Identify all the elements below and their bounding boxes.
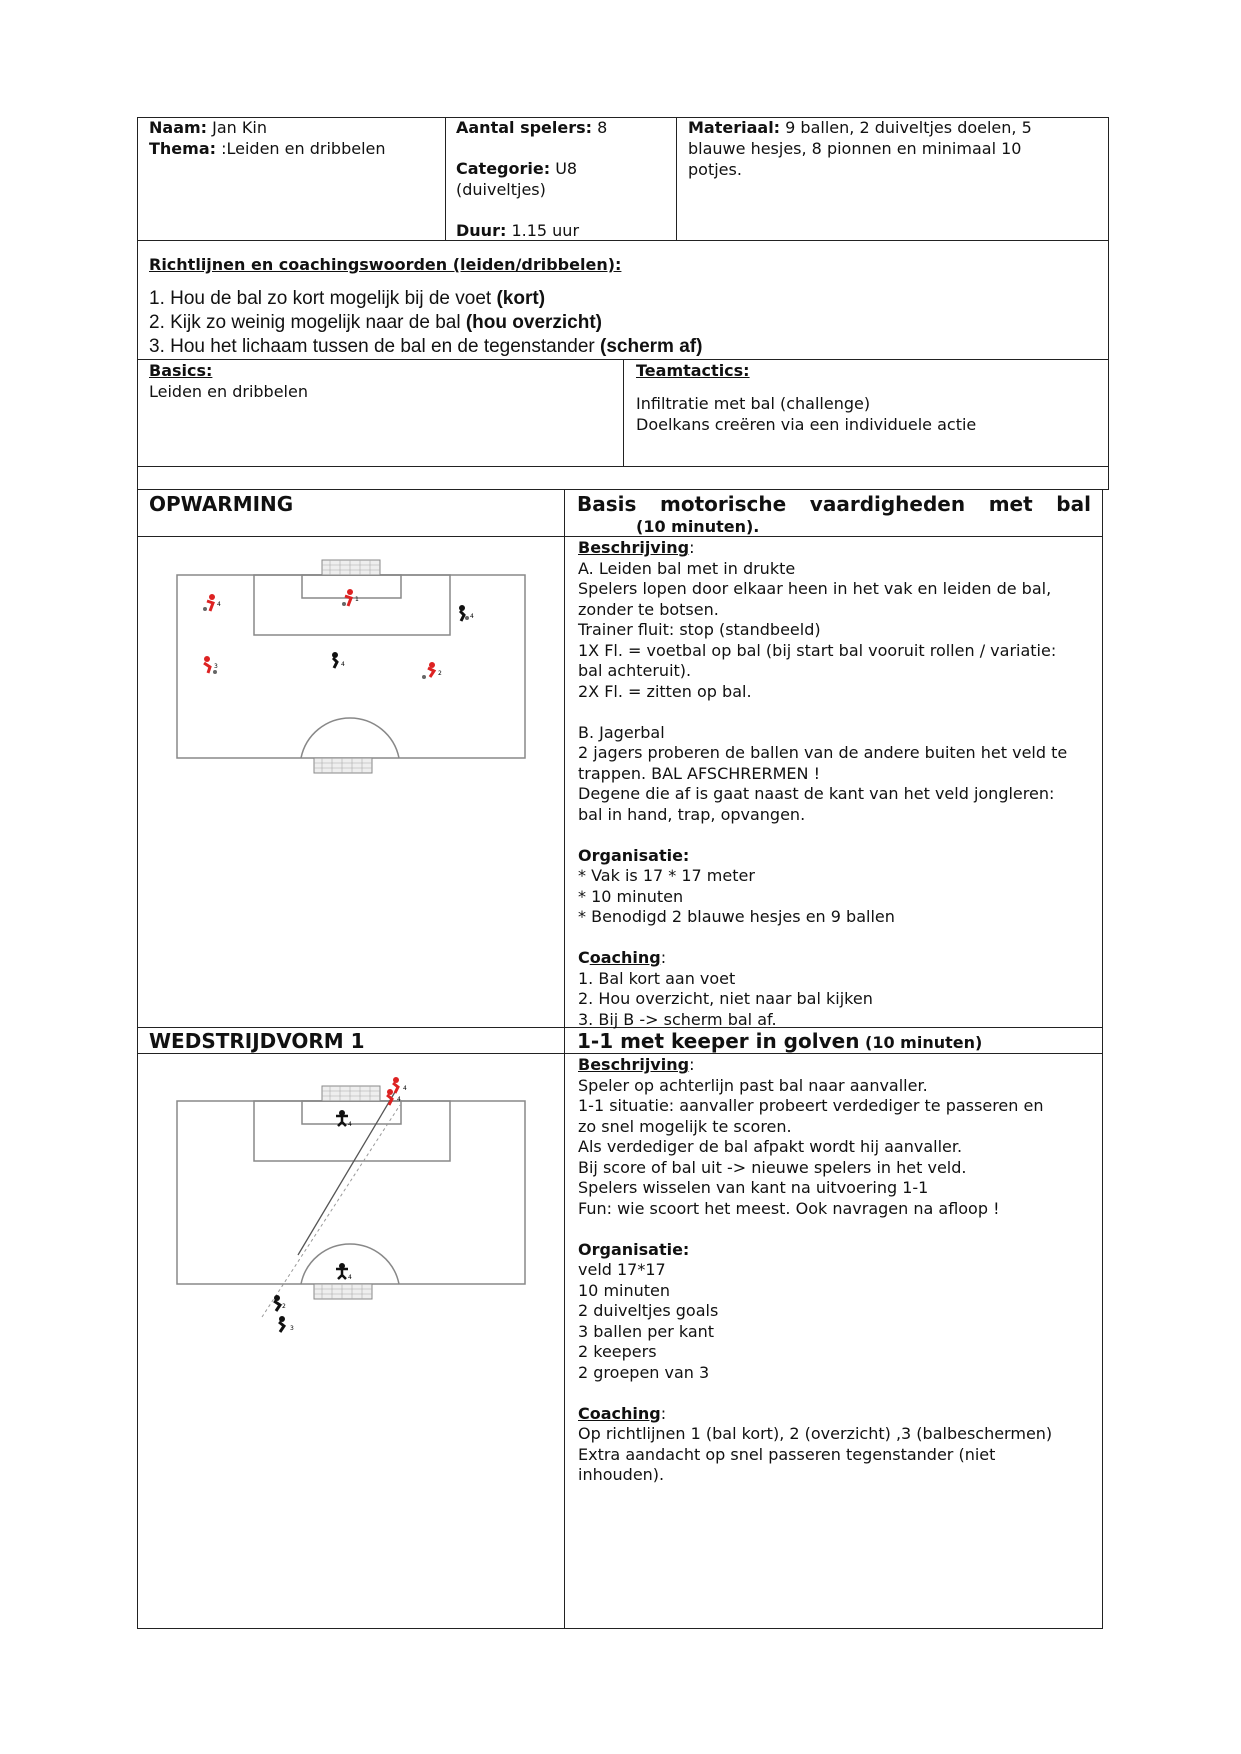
- keeper-icon: [336, 1110, 352, 1128]
- top-goal: [322, 560, 380, 575]
- desc-line: Trainer fluit: stop (standbeeld): [578, 620, 821, 639]
- table-divider-1: [445, 117, 446, 241]
- spacer: [578, 1383, 1052, 1404]
- beschrijving-heading: Beschrijving:: [578, 538, 695, 557]
- teamtactics-line-1: Infiltratie met bal (challenge): [636, 394, 871, 413]
- materiaal-text-1: 9 ballen, 2 duiveltjes doelen, 5: [780, 118, 1032, 137]
- desc-line: Bij score of bal uit -> nieuwe spelers in het veld.: [578, 1157, 967, 1177]
- lower-table-left: [137, 489, 138, 1629]
- wedstrijdvorm-description: [578, 1055, 1052, 1486]
- guideline-2: 2. Kijk zo weinig mogelijk naar de bal (hou overzicht): [149, 312, 603, 333]
- wedstrijdvorm-duration: (10 minuten): [859, 1033, 983, 1052]
- thema-row: [149, 139, 386, 160]
- opwarming-description: [578, 538, 1067, 1030]
- organisatie-heading: Organisatie:: [578, 845, 690, 865]
- wedstrijdvorm-field-diagram: [170, 1070, 530, 1380]
- table-divider-3: [623, 359, 624, 467]
- table-border-right: [1108, 117, 1109, 490]
- opwarming-title: OPWARMING: [149, 492, 294, 516]
- svg-text:4: 4: [217, 601, 221, 608]
- lower-table-mid: [564, 489, 565, 1629]
- spelers-row: [456, 118, 607, 139]
- opwarming-subtitle: Basis motorische vaardigheden met bal: [577, 492, 1091, 516]
- svg-text:2: 2: [282, 1303, 286, 1310]
- desc-line: Speler op achterlijn past bal naar aanvaller.: [578, 1075, 928, 1095]
- org-line: 2 groepen van 3: [578, 1362, 710, 1382]
- desc-line: 1-1 situatie: aanvaller probeert verdediger te passeren en: [578, 1096, 1044, 1115]
- organisatie-heading: Organisatie:: [578, 1239, 690, 1259]
- lower-table-top: [137, 489, 1102, 490]
- teamtactics-line-2: Doelkans creëren via een individuele actie: [636, 415, 977, 434]
- opwarming-duration: (10 minuten).: [636, 517, 760, 536]
- bottom-goal: [314, 1284, 372, 1299]
- desc-line: A. Leiden bal met in drukte: [578, 558, 796, 578]
- coaching-heading: Coaching:: [578, 948, 667, 967]
- thema-label: Thema:: [149, 139, 217, 158]
- wedstrijdvorm-title: WEDSTRIJDVORM 1: [149, 1029, 365, 1053]
- lower-table-h3: [137, 1053, 1102, 1054]
- player-red-icon: [422, 662, 442, 679]
- spelers-value: 8: [592, 118, 608, 137]
- naam-label: Naam:: [149, 118, 208, 137]
- table-hline-3: [137, 466, 1109, 467]
- guideline-3: 3. Hou het lichaam tussen de bal en de tegenstander (scherm af): [149, 336, 703, 357]
- coach-line: 3. Bij B -> scherm bal af.: [578, 1009, 777, 1029]
- org-line: * Vak is 17 * 17 meter: [578, 866, 755, 885]
- keeper-icon: [336, 1263, 352, 1281]
- desc-line: zo snel mogelijk te scoren.: [578, 1116, 792, 1136]
- spacer: [578, 1219, 1052, 1240]
- desc-line: Als verdediger de bal afpakt wordt hij aanvaller.: [578, 1137, 963, 1156]
- categorie-value: U8: [550, 159, 578, 178]
- basics-title: Basics:: [149, 361, 213, 380]
- guidelines-title: Richtlijnen en coachingswoorden (leiden/dribbelen):: [149, 255, 622, 274]
- naam-value: Jan Kin: [207, 118, 267, 137]
- org-line: 2 keepers: [578, 1342, 657, 1361]
- lower-table-h1: [137, 536, 1102, 537]
- wedstrijdvorm-subtitle-row: [577, 1029, 982, 1053]
- org-line: 10 minuten: [578, 1280, 671, 1300]
- desc-line: Spelers wisselen van kant na uitvoering 1-1: [578, 1178, 929, 1197]
- player-red-icon: [204, 656, 218, 674]
- svg-text:4: 4: [348, 1121, 352, 1128]
- desc-line: Degene die af is gaat naast de kant van het veld jongleren:: [578, 784, 1055, 803]
- coach-line: 1. Bal kort aan voet: [578, 968, 736, 988]
- org-line: 2 duiveltjes goals: [578, 1301, 719, 1320]
- categorie-label: Categorie:: [456, 159, 551, 178]
- desc-line: B. Jagerbal: [578, 722, 665, 742]
- svg-text:2: 2: [438, 670, 442, 677]
- player-red-icon: [387, 1089, 401, 1105]
- basics-text: Leiden en dribbelen: [149, 382, 308, 401]
- duur-label: Duur:: [456, 221, 507, 240]
- desc-line: 1X Fl. = voetbal op bal (bij start bal vooruit rollen / variatie:: [578, 640, 1057, 660]
- lower-table-bottom: [137, 1628, 1102, 1629]
- lower-table-right: [1102, 489, 1103, 1629]
- svg-text:4: 4: [470, 613, 474, 620]
- materiaal-line-1: [688, 118, 1032, 139]
- categorie-row: [456, 159, 577, 180]
- org-line: * 10 minuten: [578, 886, 684, 906]
- duur-row: [456, 221, 579, 242]
- materiaal-line-3: potjes.: [688, 160, 742, 179]
- player-black-icon: [459, 605, 474, 621]
- spacer: [578, 825, 1067, 846]
- opwarming-field-diagram: [170, 555, 530, 775]
- player-red-icon: [393, 1077, 407, 1093]
- teamtactics-title: Teamtactics:: [636, 361, 750, 380]
- materiaal-line-2: blauwe hesjes, 8 pionnen en minimaal 10: [688, 139, 1022, 158]
- thema-value: :Leiden en dribbelen: [216, 139, 386, 158]
- table-divider-2: [676, 117, 677, 241]
- coach-line: 2. Hou overzicht, niet naar bal kijken: [578, 989, 873, 1008]
- coach-line: Op richtlijnen 1 (bal kort), 2 (overzicht) ,3 (balbeschermen): [578, 1424, 1053, 1443]
- desc-line: trappen. BAL AFSCHRERMEN !: [578, 763, 820, 783]
- wedstrijdvorm-subtitle: 1-1 met keeper in golven: [577, 1029, 860, 1053]
- bottom-goal: [314, 758, 372, 773]
- svg-text:3: 3: [214, 663, 218, 670]
- materiaal-label: Materiaal:: [688, 118, 781, 137]
- player-black-icon: [332, 652, 345, 668]
- desc-line: 2 jagers proberen de ballen van de andere buiten het veld te: [578, 743, 1068, 762]
- spacer: [578, 928, 1067, 949]
- svg-text:1: 1: [355, 596, 359, 603]
- top-goal: [322, 1086, 380, 1101]
- svg-text:3: 3: [290, 1325, 294, 1332]
- svg-text:4: 4: [397, 1096, 401, 1103]
- guideline-1: 1. Hou de bal zo kort mogelijk bij de voet (kort): [149, 288, 546, 309]
- coach-line: inhouden).: [578, 1465, 665, 1484]
- naam-row: [149, 118, 267, 139]
- org-line: 3 ballen per kant: [578, 1321, 715, 1341]
- svg-text:4: 4: [403, 1085, 407, 1092]
- table-border-left: [137, 117, 138, 490]
- beschrijving-heading: Beschrijving:: [578, 1055, 695, 1074]
- coaching-heading: Coaching:: [578, 1403, 667, 1423]
- coach-line: Extra aandacht op snel passeren tegenstander (niet: [578, 1444, 996, 1464]
- table-hline-1: [137, 240, 1109, 241]
- categorie-sub: (duiveltjes): [456, 180, 546, 199]
- spacer: [578, 702, 1067, 723]
- player-black-icon: [274, 1295, 286, 1311]
- spelers-label: Aantal spelers:: [456, 118, 593, 137]
- svg-text:4: 4: [341, 661, 345, 668]
- desc-line: bal achteruit).: [578, 661, 692, 680]
- svg-text:4: 4: [348, 1274, 352, 1281]
- player-red-icon: [203, 594, 221, 611]
- player-black-icon: [279, 1316, 294, 1332]
- org-line: * Benodigd 2 blauwe hesjes en 9 ballen: [578, 907, 895, 926]
- desc-line: bal in hand, trap, opvangen.: [578, 804, 806, 824]
- desc-line: Spelers lopen door elkaar heen in het vak en leiden de bal,: [578, 579, 1052, 598]
- org-line: veld 17*17: [578, 1260, 666, 1279]
- desc-line: zonder te botsen.: [578, 599, 719, 619]
- desc-line: 2X Fl. = zitten op bal.: [578, 681, 752, 701]
- desc-line: Fun: wie scoort het meest. Ook navragen na afloop !: [578, 1198, 1000, 1218]
- duur-value: 1.15 uur: [506, 221, 580, 240]
